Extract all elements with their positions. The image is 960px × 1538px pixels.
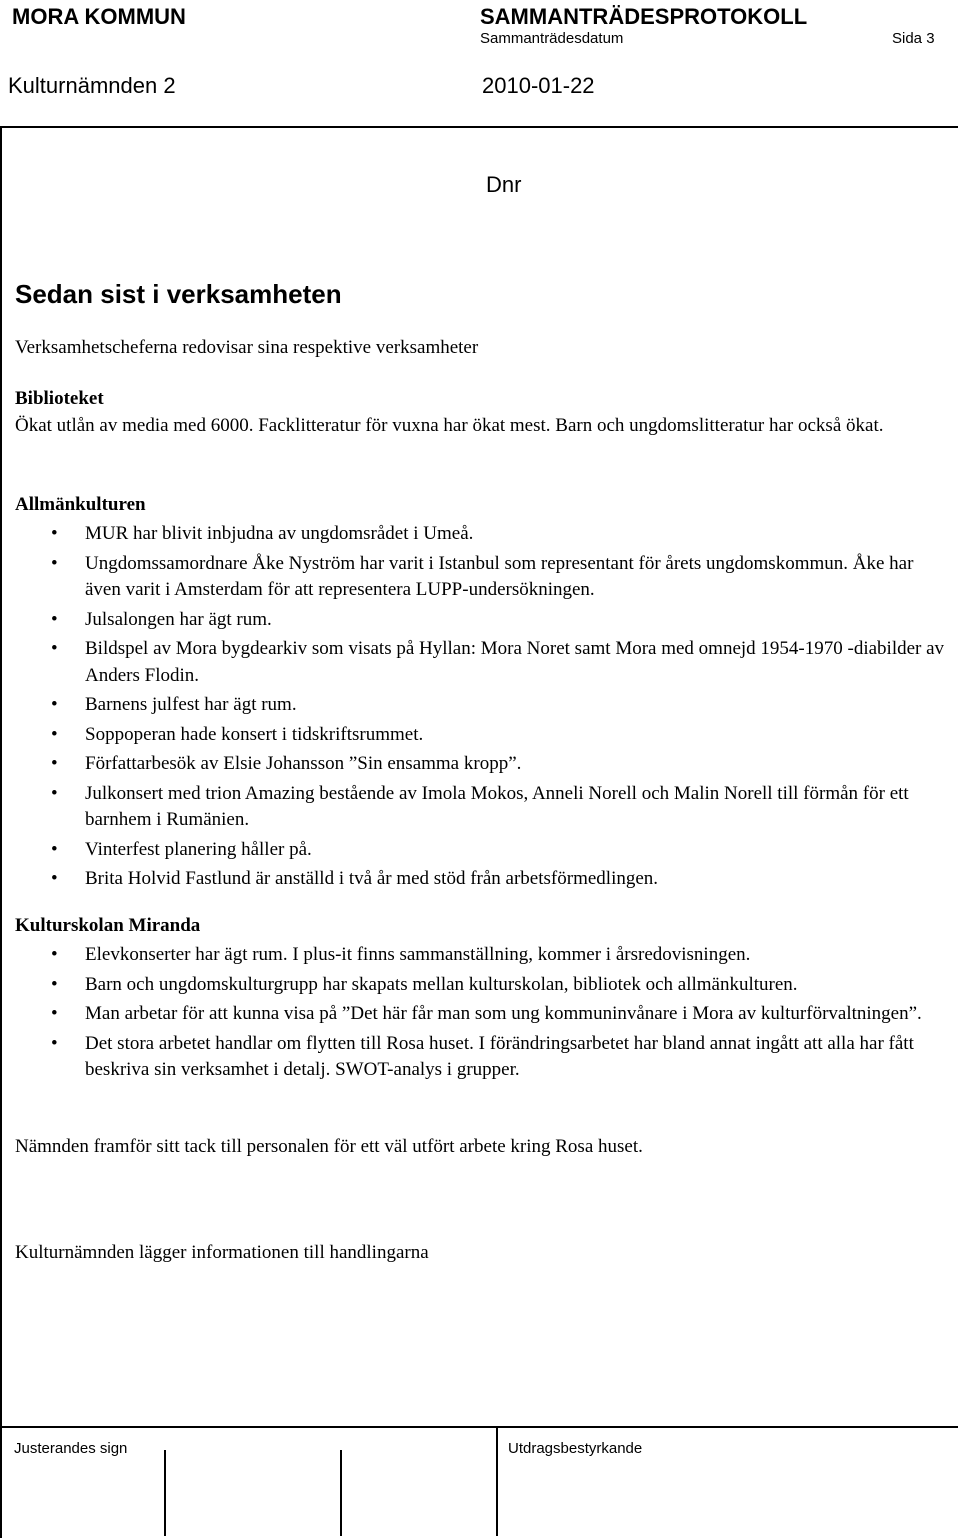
bullet-icon: •: [51, 1032, 58, 1054]
list-item-text: Julkonsert med trion Amazing bestående av Imola Mokos, Anneli Norell och Malin Norell till förmån för ett barnhem i Rumänien.: [85, 782, 909, 830]
section-biblioteket: [15, 386, 945, 439]
list-item: [15, 751, 945, 778]
list-item: [15, 866, 945, 893]
committee-name: Kulturnämnden 2: [8, 73, 176, 98]
section-title: Kulturskolan Miranda: [15, 915, 201, 936]
signature-footer: [0, 1426, 958, 1538]
bullet-icon: •: [51, 838, 58, 860]
section-kulturskolan: [15, 913, 945, 1087]
list-item-text: Ungdomssamordnare Åke Nyström har varit i Istanbul som representant för årets ungdomskommun. Åke har även varit i Amsterdam för att representera LUPP-undersökningen.: [85, 552, 914, 600]
meeting-date-label: Sammanträdesdatum: [480, 30, 624, 47]
list-item-text: Julsalongen har ägt rum.: [85, 608, 272, 630]
bullet-icon: •: [51, 782, 58, 804]
extract-certification-label: Utdragsbestyrkande: [508, 1440, 643, 1457]
closing-statement: Nämnden framför sitt tack till personalen för ett väl utfört arbete kring Rosa huset.: [15, 1136, 643, 1157]
section-title: Allmänkulturen: [15, 494, 146, 515]
list-item: [15, 942, 945, 969]
bullet-icon: •: [51, 608, 58, 630]
footer-divider: [496, 1428, 498, 1536]
bullet-list: [15, 942, 945, 1084]
signature-divider: [164, 1450, 166, 1536]
bullet-icon: •: [51, 723, 58, 745]
list-item-text: Barnens julfest har ägt rum.: [85, 694, 297, 715]
list-item: [15, 636, 945, 689]
list-item: [15, 1031, 945, 1084]
list-item-text: Man arbetar för att kunna visa på ”Det här får man som ung kommuninvånare i Mora av kulturförvaltningen”.: [85, 1003, 922, 1024]
list-item: [15, 722, 945, 749]
list-item: [15, 1001, 945, 1028]
list-item: [15, 781, 945, 834]
list-item-text: Brita Holvid Fastlund är anställd i två år med stöd från arbetsförmedlingen.: [85, 868, 659, 889]
organization-name: MORA KOMMUN: [12, 4, 186, 29]
list-item: [15, 521, 945, 548]
section-allmankulturen: [15, 492, 945, 896]
bullet-icon: •: [51, 638, 58, 659]
list-item: [15, 972, 945, 999]
list-item: [15, 607, 945, 634]
bullet-icon: •: [51, 753, 58, 774]
list-item-text: Författarbesök av Elsie Johansson ”Sin ensamma kropp”.: [85, 753, 522, 774]
page-number: Sida 3: [892, 30, 935, 47]
bullet-icon: •: [51, 1003, 58, 1024]
bullet-icon: •: [51, 973, 58, 995]
list-item-text: Vinterfest planering håller på.: [85, 838, 312, 860]
section-title: Biblioteket: [15, 388, 104, 409]
decision-text: Kulturnämnden lägger informationen till handlingarna: [15, 1242, 429, 1263]
list-item-text: MUR har blivit inbjudna av ungdomsrådet i Umeå.: [85, 523, 474, 544]
adjuster-signature-label: Justerandes sign: [14, 1440, 128, 1457]
bullet-list: [15, 521, 945, 893]
bullet-icon: •: [51, 694, 58, 715]
list-item: [15, 551, 945, 604]
list-item-text: Barn och ungdomskulturgrupp har skapats mellan kulturskolan, bibliotek och allmänkulturen.: [85, 973, 798, 995]
bullet-icon: •: [51, 523, 58, 544]
bullet-icon: •: [51, 552, 58, 574]
list-item-text: Elevkonserter har ägt rum. I plus-it finns sammanställning, kommer i årsredovisningen.: [85, 944, 751, 965]
bullet-icon: •: [51, 944, 58, 965]
signature-divider: [340, 1450, 342, 1536]
document-type: SAMMANTRÄDESPROTOKOLL: [480, 4, 808, 29]
list-item-text: Soppoperan hade konsert i tidskriftsrummet.: [85, 723, 424, 745]
page-title: Sedan sist i verksamheten: [15, 279, 342, 309]
meeting-date: 2010-01-22: [482, 73, 595, 98]
intro-text: Verksamhetscheferna redovisar sina respektive verksamheter: [15, 337, 479, 358]
list-item: [15, 837, 945, 864]
section-text: Ökat utlån av media med 6000. Facklitteratur för vuxna har ökat mest. Barn och ungdomslitteratur har också ökat.: [15, 415, 884, 436]
bullet-icon: •: [51, 868, 58, 889]
list-item: [15, 692, 945, 719]
list-item-text: Det stora arbetet handlar om flytten till Rosa huset. I förändringsarbetet har bland annat ingått att alla har fått beskriva sin verksamhet i detalj. SWOT-analys i grupper.: [85, 1032, 914, 1080]
dnr-label: Dnr: [486, 172, 522, 197]
list-item-text: Bildspel av Mora bygdearkiv som visats på Hyllan: Mora Noret samt Mora med omnejd 1954-1970 -diabilder av Anders Flodin.: [85, 638, 945, 686]
